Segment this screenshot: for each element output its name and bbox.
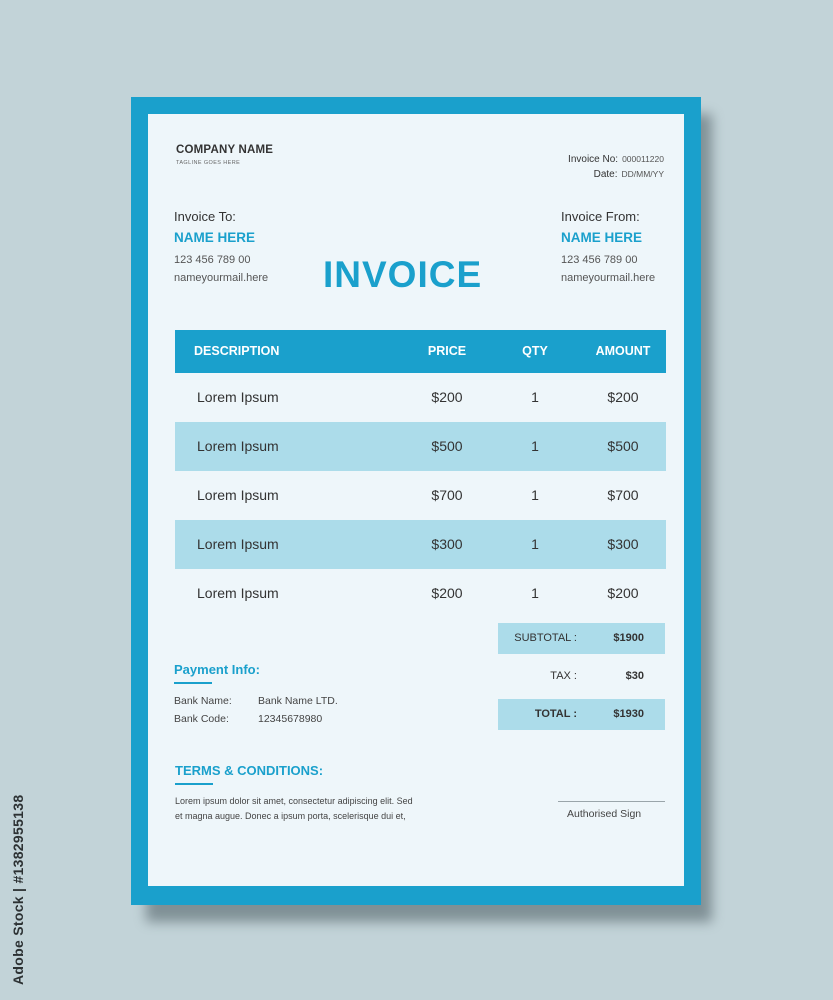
- items-table-header: [175, 330, 666, 373]
- header-qty: QTY: [522, 344, 548, 358]
- row-description: Lorem Ipsum: [197, 487, 279, 503]
- stock-id-watermark: Adobe Stock | #1382955138: [10, 794, 26, 985]
- invoice-page: [148, 114, 684, 886]
- row-qty: 1: [531, 389, 539, 405]
- payment-info: [174, 662, 338, 728]
- row-price: $700: [431, 487, 463, 503]
- invoice-number-value: 000011220: [622, 154, 664, 164]
- company-name: COMPANY NAME: [176, 144, 274, 156]
- signature-line: [558, 801, 665, 802]
- invoice-to-phone: 123 456 789 00: [174, 254, 251, 266]
- table-row: [175, 569, 666, 618]
- invoice-title: INVOICE: [323, 254, 483, 295]
- table-row: [175, 422, 666, 471]
- row-price: $300: [431, 536, 463, 552]
- payment-info-underline: [174, 682, 212, 684]
- company-tagline: TAGLINE GOES HERE: [176, 160, 241, 166]
- header-amount: AMOUNT: [595, 344, 651, 358]
- invoice-meta: [568, 152, 664, 182]
- bank-code-line: [174, 710, 338, 728]
- tax-value: $30: [625, 670, 644, 682]
- row-amount: $300: [607, 536, 639, 552]
- invoice-from-name: NAME HERE: [561, 230, 643, 245]
- invoice-sheet: [131, 97, 701, 905]
- invoice-to-block: [174, 209, 268, 287]
- invoice-date-label: Date:: [593, 169, 618, 180]
- invoice-from-block: [561, 209, 655, 287]
- terms-title: TERMS & CONDITIONS:: [175, 763, 324, 778]
- items-table: [175, 330, 666, 618]
- row-description: Lorem Ipsum: [197, 536, 279, 552]
- row-description: Lorem Ipsum: [197, 438, 279, 454]
- invoice-number-label: Invoice No:: [568, 154, 619, 165]
- subtotal-value: $1900: [613, 632, 644, 644]
- bank-code-label: Bank Code:: [174, 712, 229, 725]
- payment-info-title: Payment Info:: [174, 662, 260, 677]
- row-price: $200: [431, 389, 463, 405]
- invoice-number-line: [568, 152, 664, 167]
- invoice-from-phone: 123 456 789 00: [561, 254, 638, 266]
- total-value: $1930: [613, 708, 644, 720]
- row-price: $200: [431, 585, 463, 601]
- terms-text: Lorem ipsum dolor sit amet, consectetur adipiscing elit. Sed et magna augue. Donec a ipsum porta, scelerisque dui et,: [175, 795, 413, 821]
- bank-code-value: 12345678980: [258, 712, 323, 725]
- subtotal-label: SUBTOTAL :: [514, 632, 577, 644]
- total-label: TOTAL :: [534, 708, 577, 720]
- invoice-to-email: nameyourmail.here: [174, 272, 269, 284]
- header-price: PRICE: [427, 344, 467, 358]
- bank-name-value: Bank Name LTD.: [258, 694, 338, 707]
- row-amount: $200: [607, 585, 639, 601]
- invoice-date-value: DD/MM/YY: [621, 169, 664, 179]
- totals-block: [498, 623, 665, 730]
- row-amount: $700: [607, 487, 639, 503]
- invoice-to-name: NAME HERE: [174, 230, 256, 245]
- invoice-to-label: Invoice To:: [174, 209, 236, 224]
- table-row: [175, 471, 666, 520]
- bank-name-label: Bank Name:: [174, 694, 232, 707]
- invoice-from-label: Invoice From:: [561, 209, 640, 224]
- row-amount: $500: [607, 438, 639, 454]
- table-row: [175, 520, 666, 569]
- row-qty: 1: [531, 487, 539, 503]
- header-description: DESCRIPTION: [194, 344, 280, 358]
- row-qty: 1: [531, 585, 539, 601]
- row-description: Lorem Ipsum: [197, 585, 279, 601]
- bank-name-line: [174, 692, 338, 710]
- subtotal-row: [498, 623, 665, 654]
- row-amount: $200: [607, 389, 639, 405]
- invoice-from-email: nameyourmail.here: [561, 272, 656, 284]
- terms-block: [175, 763, 415, 824]
- row-qty: 1: [531, 438, 539, 454]
- tax-row: [498, 661, 665, 692]
- invoice-date-line: [568, 167, 664, 182]
- total-row: [498, 699, 665, 730]
- terms-underline: [175, 783, 213, 785]
- table-row: [175, 373, 666, 422]
- authorised-sign-label: Authorised Sign: [567, 808, 642, 820]
- tax-label: TAX :: [550, 670, 577, 682]
- row-description: Lorem Ipsum: [197, 389, 279, 405]
- row-price: $500: [431, 438, 463, 454]
- row-qty: 1: [531, 536, 539, 552]
